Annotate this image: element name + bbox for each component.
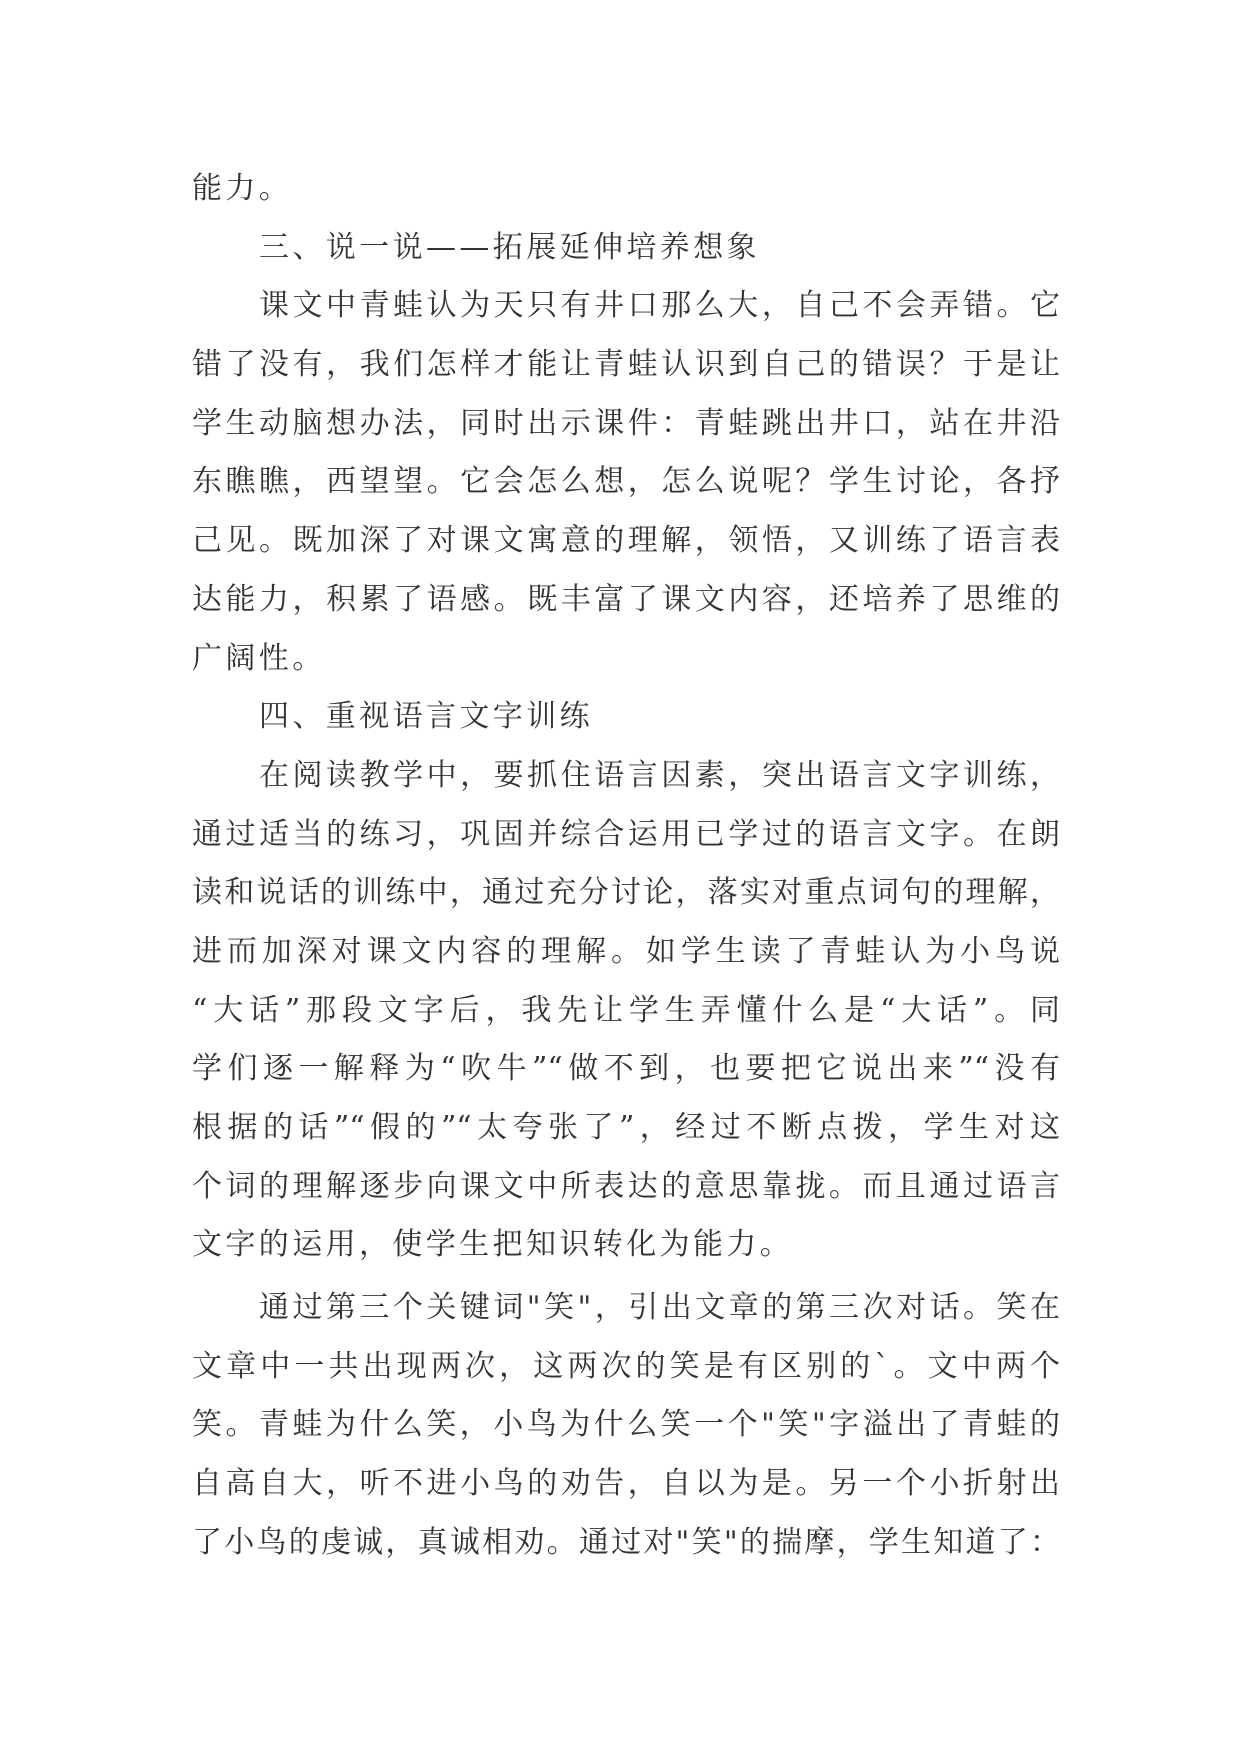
text-line: 广阔性。 <box>192 640 326 676</box>
section-heading-3 <box>192 219 1060 278</box>
paragraph-continuation <box>192 160 1060 219</box>
text-line: 在阅读教学中，要抓住语言因素，突出语言文字训练， <box>259 757 1060 793</box>
text-line: 进而加深对课文内容的理解。如学生读了青蛙认为小鸟说 <box>192 933 1060 969</box>
text-line: 个词的理解逐步向课文中所表达的意思靠拢。而且通过语言 <box>192 1168 1060 1204</box>
section-heading: 三、说一说——拓展延伸培养想象 <box>259 229 760 265</box>
document-body <box>192 160 1060 1573</box>
text-line: 读和说话的训练中，通过充分讨论，落实对重点词句的理解， <box>192 875 1060 911</box>
text-line: 学们逐一解释为“吹牛”“做不到，也要把它说出来”“没有 <box>192 1051 1060 1087</box>
text-line: 通过第三个关键词"笑"，引出文章的第三次对话。笑在 <box>259 1290 1060 1326</box>
paragraph-laugh-keyword <box>192 1279 1060 1572</box>
text-line: “大话”那段文字后，我先让学生弄懂什么是“大话”。同 <box>192 992 1060 1028</box>
text-line: 课文中青蛙认为天只有井口那么大，自己不会弄错。它 <box>259 288 1060 324</box>
text-line: 了小鸟的虔诚，真诚相劝。通过对"笑"的揣摩，学生知道了： <box>192 1524 1060 1560</box>
section-heading-4 <box>192 688 1060 747</box>
text-line: 自高自大，听不进小鸟的劝告，自以为是。另一个小折射出 <box>192 1466 1060 1502</box>
text-line: 错了没有，我们怎样才能让青蛙认识到自己的错误？于是让 <box>192 347 1060 383</box>
text-line: 东瞧瞧，西望望。它会怎么想，怎么说呢？学生讨论，各抒 <box>192 464 1060 500</box>
text-line: 达能力，积累了语感。既丰富了课文内容，还培养了思维的 <box>192 581 1060 617</box>
text-line: 己见。既加深了对课文寓意的理解，领悟，又训练了语言表 <box>192 523 1060 559</box>
paragraph-frog-discussion <box>192 277 1060 688</box>
text-line: 能力。 <box>192 171 293 206</box>
text-line: 笑。青蛙为什么笑，小鸟为什么笑一个"笑"字溢出了青蛙的 <box>192 1407 1060 1443</box>
text-line: 学生动脑想办法，同时出示课件：青蛙跳出井口，站在井沿 <box>192 405 1060 441</box>
text-line: 根据的话”“假的”“太夸张了”，经过不断点拨，学生对这 <box>192 1110 1060 1145</box>
text-line: 文字的运用，使学生把知识转化为能力。 <box>192 1227 794 1263</box>
section-heading: 四、重视语言文字训练 <box>259 699 593 735</box>
text-line: 文章中一共出现两次，这两次的笑是有区别的`。文中两个 <box>192 1348 1060 1384</box>
paragraph-language-training <box>192 747 1060 1275</box>
text-line: 通过适当的练习，巩固并综合运用已学过的语言文字。在朗 <box>192 816 1060 852</box>
